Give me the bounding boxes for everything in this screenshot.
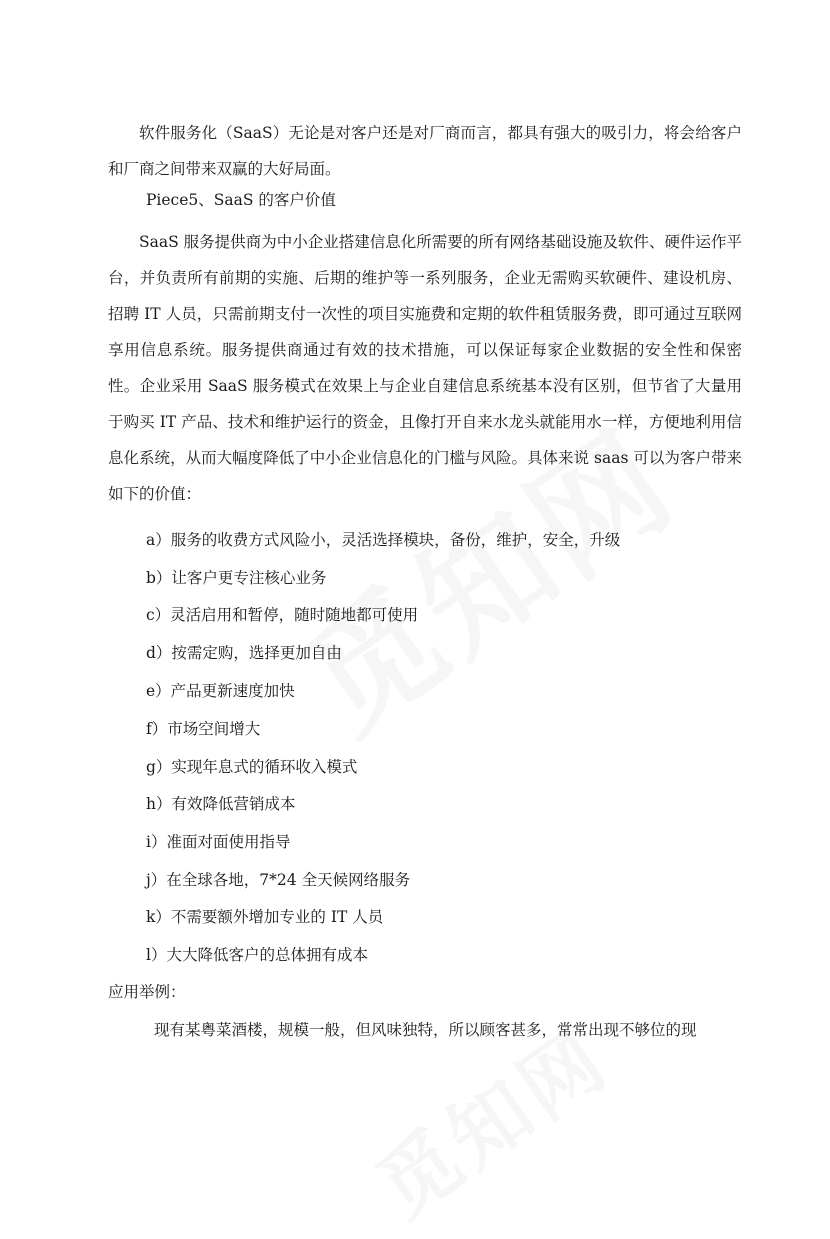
example-label: 应用举例：: [108, 983, 186, 1001]
list-item: h）有效降低营销成本: [146, 795, 296, 813]
list-item: k）不需要额外增加专业的 IT 人员: [146, 908, 384, 926]
list-item: b）让客户更专注核心业务: [146, 569, 327, 587]
list-item: j）在全球各地，7*24 全天候网络服务: [146, 871, 411, 889]
list-item: l）大大降低客户的总体拥有成本: [146, 946, 368, 964]
list-item: g）实现年息式的循环收入模式: [146, 758, 358, 776]
list-item: f）市场空间增大: [146, 720, 261, 738]
list-item: a）服务的收费方式风险小，灵活选择模块，备份，维护，安全，升级: [146, 531, 621, 549]
list-item: c）灵活启用和暂停，随时随地都可使用: [146, 606, 419, 624]
list-item: d）按需定购，选择更加自由: [146, 644, 342, 662]
intro-paragraph: 软件服务化（SaaS）无论是对客户还是对厂商而言，都具有强大的吸引力，将会给客户和厂商之间带来双赢的大好局面。: [108, 124, 742, 178]
list-item: e）产品更新速度加快: [146, 682, 295, 700]
example-paragraph: 现有某粤菜酒楼，规模一般，但风味独特，所以顾客甚多，常常出现不够位的现: [154, 1021, 697, 1039]
list-item: i）准面对面使用指导: [146, 833, 291, 851]
value-paragraph: SaaS 服务提供商为中小企业搭建信息化所需要的所有网络基础设施及软件、硬件运作平台，并负责所有前期的实施、后期的维护等一系列服务，企业无需购买软硬件、建设机房、招聘 IT 人员，只需前期支付一次性的项目实施费和定期的软件租赁服务费，即可通过互联网享用信息系统。服务提供商通过有效的技术措施，可以保证每家企业数据的安全性和保密性。企业采用 SaaS 服务模式在效果上与企业自建信息系统基本没有区别，但节省了大量用于购买 IT 产品、技术和维护运行的资金，且像打开自来水龙头就能用水一样，方便地利用信息化系统，从而大幅度降低了中小企业信息化的门槛与风险。具体来说 saas 可以为客户带来如下的价值：: [108, 233, 742, 503]
section-heading: Piece5、SaaS 的客户价值: [146, 191, 336, 209]
